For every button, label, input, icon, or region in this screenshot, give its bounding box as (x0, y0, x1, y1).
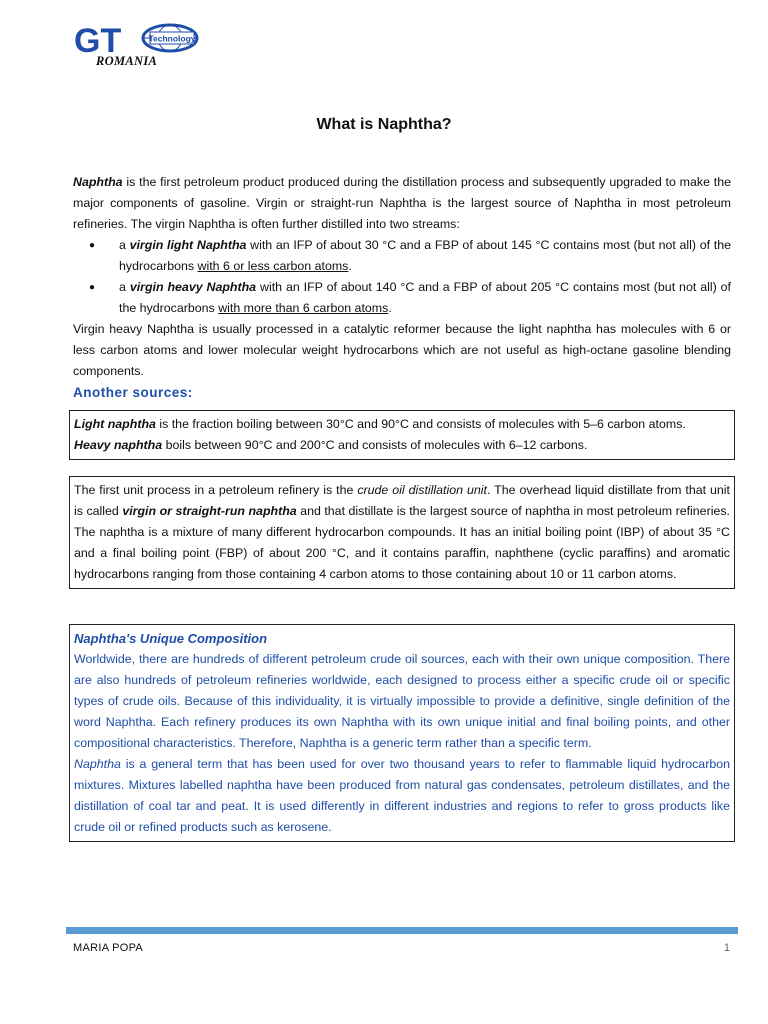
naphtha-term: Naphtha (74, 757, 121, 771)
logo-subtitle: ROMANIA (96, 54, 158, 68)
distillation-paragraph (74, 480, 730, 585)
sources-box (69, 410, 735, 460)
bullet-suffix: . (388, 301, 392, 315)
bullet-text: with an IFP of about 30 °C and a FBP of about 145 °C contains most (but not all) of the hydrocarbons (119, 238, 731, 273)
definition-text: is a general term that has been used for over two thousand years to refer to flammable liquid hydrocarbon mixtures. Mixtures labelled naphtha have been produced from natural gas condensates, petroleum distillates, and the distillation of coal tar and peat. It is used differently in different industries and regions to refer to gross products like crude oil or refined products such as kerosene. (74, 757, 730, 834)
heavy-naphtha-line (74, 435, 730, 456)
bullet-prefix: a (119, 280, 130, 294)
list-item (73, 277, 731, 319)
distillation-unit-term: crude oil distillation unit (357, 483, 487, 497)
bullet-suffix: . (348, 259, 352, 273)
heavy-naphtha-text: boils between 90°C and 200°C and consists of molecules with 6–12 carbons. (162, 438, 588, 452)
intro-paragraph (73, 172, 731, 235)
logo-mark: GT (74, 22, 122, 60)
bullet-icon: ● (89, 240, 96, 251)
composition-paragraph: Worldwide, there are hundreds of different petroleum crude oil sources, each with their own unique composition. There are also hundreds of petroleum refineries worldwide, each designed to process either a specific crude oil or specific types of crude oils. Because of this individuality, it is virtually impossible to provide a definitive, single definition of the word Naphtha. Each refinery produces its own Naphtha with its own unique initial and final boiling points, and other compositional characteristics. Therefore, Naphtha is a generic term rather than a specific term. (74, 652, 730, 750)
footer-author: MARIA POPA (73, 942, 144, 954)
bullet-icon: ● (89, 282, 96, 293)
footer-divider (66, 927, 738, 934)
streams-list (73, 235, 731, 319)
bullet-text: with an IFP of about 140 °C and a FBP of about 205 °C contains most (but not all) of the hydrocarbons (119, 280, 731, 315)
light-naphtha-text: is the fraction boiling between 30°C and 90°C and consists of molecules with 5–6 carbon atoms. (155, 417, 686, 431)
bullet-prefix: a (119, 238, 130, 252)
light-naphtha-term: virgin light Naphtha (129, 238, 247, 252)
list-item (73, 235, 731, 277)
heavy-naphtha-term: virgin heavy Naphtha (129, 280, 257, 294)
light-naphtha-line (74, 414, 730, 435)
distillation-box (69, 476, 735, 589)
straight-run-term: virgin or straight-run naphtha (122, 504, 297, 518)
page-title: What is Naphtha? (316, 116, 452, 133)
reformer-paragraph: Virgin heavy Naphtha is usually processed in a catalytic reformer because the light naphtha has molecules with 6 or less carbon atoms and lower molecular weight hydrocarbons which are not useful as high-octane gasoline blending components. (73, 322, 731, 378)
naphtha-term: Naphtha (73, 175, 123, 189)
light-naphtha-label: Light naphtha (74, 417, 156, 431)
distillation-text: . The overhead liquid distillate from that unit is called (74, 483, 730, 518)
intro-text: is the first petroleum product produced during the distillation process and subsequently upgraded to make the major components of gasoline. Virgin or straight-run Naphtha is the largest source of Naphtha in most petroleum refineries. The virgin Naphtha is often further distilled into two streams: (73, 175, 731, 231)
heavy-naphtha-label: Heavy naphtha (74, 438, 163, 452)
distillation-text: The first unit process in a petroleum refinery is the (74, 483, 358, 497)
intro-section (73, 172, 731, 382)
composition-heading: Naphtha's Unique Composition (74, 631, 268, 646)
sources-heading: Another sources: (73, 385, 193, 400)
naphtha-definition-paragraph (74, 754, 730, 838)
distillation-text: and that distillate is the largest source of naphtha in most petroleum refineries. The naphtha is a mixture of many different hydrocarbon compounds. It has an initial boiling point (IBP) of about 35 °C and a final boiling point (FBP) of about 200 °C, and it contains paraffin, naphthene (cyclic paraffins) and aromatic hydrocarbons ranging from those containing 4 carbon atoms to those containing about 10 or 11 carbon atoms. (74, 504, 730, 581)
underlined-text: with 6 or less carbon atoms (197, 259, 349, 273)
composition-box (69, 624, 735, 842)
logo-badge: Technology (148, 33, 196, 44)
page-number: 1 (723, 942, 730, 954)
underlined-text: with more than 6 carbon atoms (218, 301, 389, 315)
